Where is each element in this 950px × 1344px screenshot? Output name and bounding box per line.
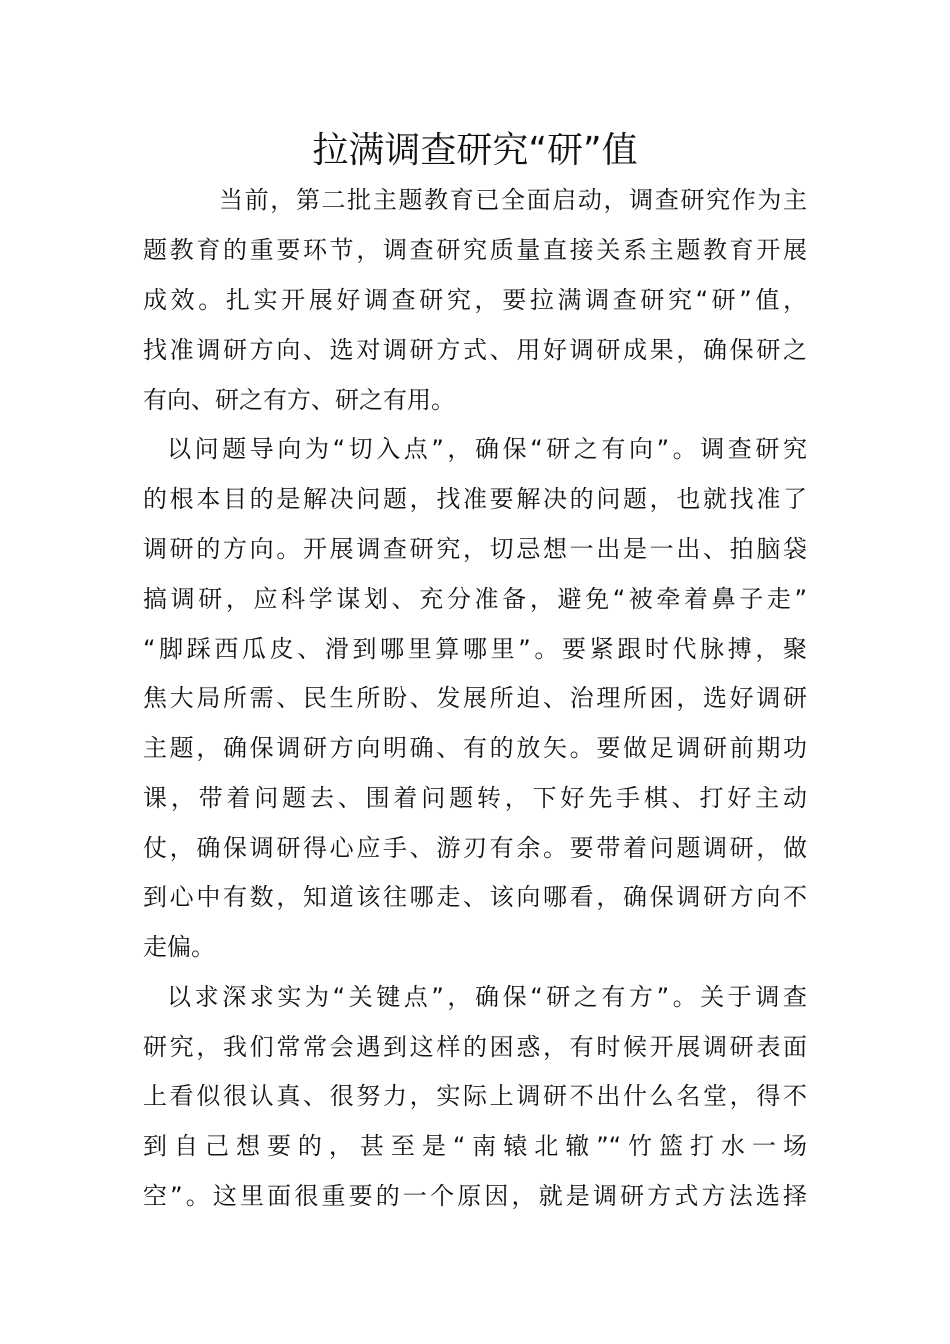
text-line: 以问题导向为“切入点”，确保“研之有向”。调查研究: [167, 435, 807, 463]
text-line: “脚踩西瓜皮、滑到哪里算哪里”。要紧跟时代脉搏，聚: [143, 635, 807, 663]
text-line: 找准调研方向、选对调研方式、用好调研成果，确保研之: [143, 336, 807, 364]
text-line: 焦大局所需、民生所盼、发展所迫、治理所困，选好调研: [143, 684, 807, 712]
text-line: 以求深求实为“关键点”，确保“研之有方”。关于调查: [167, 983, 807, 1011]
text-line: 研究，我们常常会遇到这样的困惑，有时候开展调研表面: [143, 1033, 807, 1061]
text-line: 主题，确保调研方向明确、有的放矢。要做足调研前期功: [143, 734, 807, 762]
document-title: 拉满调查研究“研”值: [312, 130, 638, 171]
text-line: 空”。这里面很重要的一个原因，就是调研方式方法选择: [143, 1182, 807, 1210]
text-line: 题教育的重要环节，调查研究质量直接关系主题教育开展: [143, 236, 807, 264]
text-line: 仗，确保调研得心应手、游刃有余。要带着问题调研，做: [143, 834, 807, 862]
text-line: 有向、研之有方、研之有用。: [143, 386, 455, 414]
text-line: 成效。扎实开展好调查研究，要拉满调查研究“研”值，: [143, 286, 807, 314]
text-line: 课，带着问题去、围着问题转，下好先手棋、打好主动: [143, 784, 807, 812]
text-line: 搞调研，应科学谋划、充分准备，避免“被牵着鼻子走”: [143, 585, 807, 613]
text-line: 走偏。: [143, 933, 215, 961]
text-line: 调研的方向。开展调查研究，切忌想一出是一出、拍脑袋: [143, 535, 807, 563]
text-line: 当前，第二批主题教育已全面启动，调查研究作为主: [219, 186, 807, 214]
text-line: 到自己想要的，甚至是“南辕北辙”“竹篮打水一场: [143, 1132, 807, 1160]
text-line: 到心中有数，知道该往哪走、该向哪看，确保调研方向不: [143, 883, 807, 911]
text-line: 上看似很认真、很努力，实际上调研不出什么名堂，得不: [143, 1082, 807, 1110]
text-line: 的根本目的是解决问题，找准要解决的问题，也就找准了: [143, 485, 807, 513]
